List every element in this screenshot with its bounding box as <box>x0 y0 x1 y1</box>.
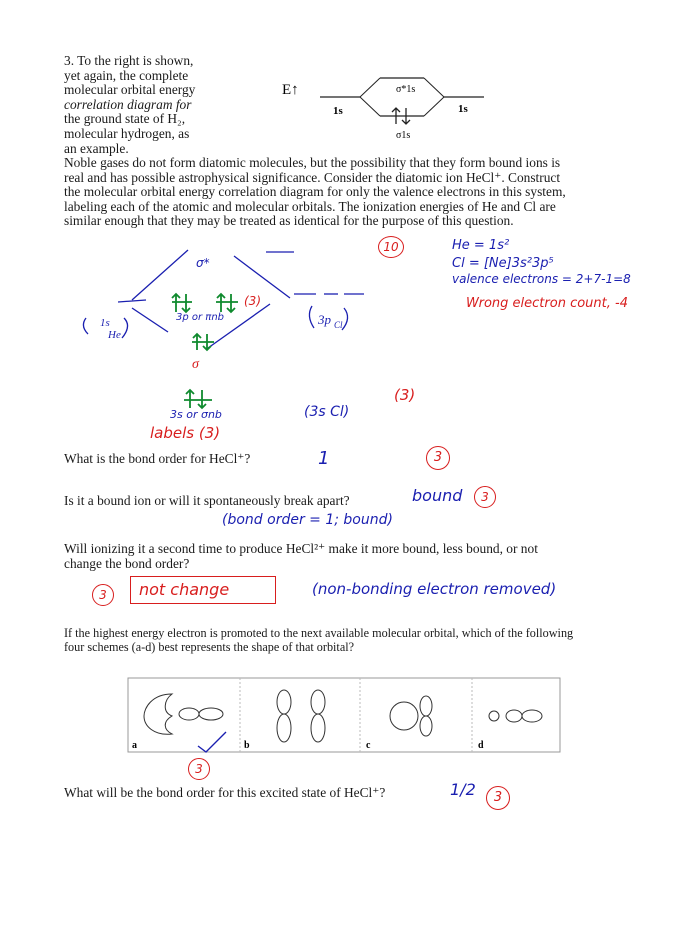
body-line: real and has possible astrophysical significance. Consider the diatomic ion HeCl⁺. Construct <box>64 169 561 185</box>
intro-line: the ground state of H₂, <box>64 111 186 127</box>
body-line: similar enough that they may be treated as identical for the purpose of this question. <box>64 213 514 229</box>
score-3s: (3) <box>394 386 416 404</box>
cl-configuration: Cl = [Ne]3s²3p⁵ <box>452 256 554 271</box>
scheme-d-shape <box>489 710 542 722</box>
excited-question: What will be the bond order for this excited state of HeCl⁺? <box>64 785 386 800</box>
intro-line: molecular hydrogen, as <box>64 125 190 141</box>
excited-answer: 1/2 <box>450 780 476 799</box>
cl-3s-orbital-label: (3s Cl) <box>304 404 350 420</box>
antibonding-label: σ*1s <box>396 84 416 95</box>
svg-text:Cl: Cl <box>334 320 343 330</box>
nonbonding-3p-label: 3p or πnb <box>176 312 225 323</box>
ionize-question <box>64 542 664 571</box>
body-line: the molecular orbital energy correlation diagram for only the valence electrons in this system, <box>64 184 566 200</box>
labels-score: labels (3) <box>150 424 221 442</box>
scheme-label-d: d <box>478 740 484 751</box>
bound-question: Is it a bound ion or will it spontaneously break apart? <box>64 493 350 508</box>
ionize-note: (non-bonding electron removed) <box>312 580 557 598</box>
intro-text <box>64 54 195 156</box>
sigma-label: σ <box>192 357 199 372</box>
score-badge: 3 <box>426 446 450 470</box>
h2-mo-diagram <box>278 64 518 154</box>
promote-question <box>64 626 674 655</box>
schemes-frame <box>128 678 560 752</box>
scheme-a-shape <box>144 694 223 734</box>
intro-line: correlation diagram for <box>64 96 192 112</box>
energy-axis-label: E↑ <box>282 82 299 98</box>
score-badge: 3 <box>474 486 496 508</box>
score-mo: (3) <box>244 294 261 308</box>
scheme-label-a: a <box>132 740 137 751</box>
bond-order-question: What is the bond order for HeCl⁺? <box>64 451 251 466</box>
score-badge: 3 <box>486 786 510 810</box>
scheme-c-shape <box>390 696 432 736</box>
bound-note: (bond order = 1; bound) <box>222 512 393 528</box>
wrong-electron-note: Wrong electron count, -4 <box>466 296 628 311</box>
ionize-answer: not change <box>130 576 276 604</box>
right-ao-label: 1s <box>458 103 468 115</box>
sigma-star-label: σ* <box>196 256 210 270</box>
valence-electron-count: valence electrons = 2+7-1=8 <box>452 272 631 286</box>
body-line: labeling each of the atomic and molecular orbitals. The ionization energies of He and Cl are <box>64 198 556 214</box>
question-body <box>64 156 664 229</box>
nonbonding-3s-label: 3s or σnb <box>170 408 222 421</box>
checkmark-icon <box>198 732 226 752</box>
intro-line: 3. To the right is shown, <box>64 53 194 68</box>
left-ao-label: 1s <box>333 105 343 117</box>
promote-line: four schemes (a-d) best represents the shape of that orbital? <box>64 640 355 655</box>
bound-answer: bound <box>412 486 463 505</box>
body-line: Noble gases do not form diatomic molecules, but the possibility that they form bound ions is <box>64 155 561 170</box>
ionize-line: Will ionizing it a second time to produce HeCl²⁺ make it more bound, less bound, or not <box>64 541 538 556</box>
promote-line: If the highest energy electron is promoted to the next available molecular orbital, which of the following <box>64 626 574 640</box>
intro-line: an example. <box>64 140 129 156</box>
score-badge: 3 <box>92 584 114 606</box>
scheme-label-c: c <box>366 740 371 751</box>
scheme-b-shape <box>277 690 325 742</box>
svg-text:He: He <box>108 329 121 341</box>
score-10-badge: 10 <box>378 236 404 258</box>
he-configuration: He = 1s² <box>452 238 510 253</box>
bond-order-answer: 1 <box>318 448 330 469</box>
svg-text:1s: 1s <box>100 317 110 329</box>
scheme-label-b: b <box>244 740 250 751</box>
bonding-label: σ1s <box>396 130 411 141</box>
score-badge: 3 <box>188 758 210 780</box>
ionize-line: change the bond order? <box>64 555 190 571</box>
intro-line: yet again, the complete <box>64 67 189 83</box>
intro-line: molecular orbital energy <box>64 82 196 98</box>
orbital-schemes <box>126 676 562 756</box>
svg-text:3p: 3p <box>318 312 331 327</box>
